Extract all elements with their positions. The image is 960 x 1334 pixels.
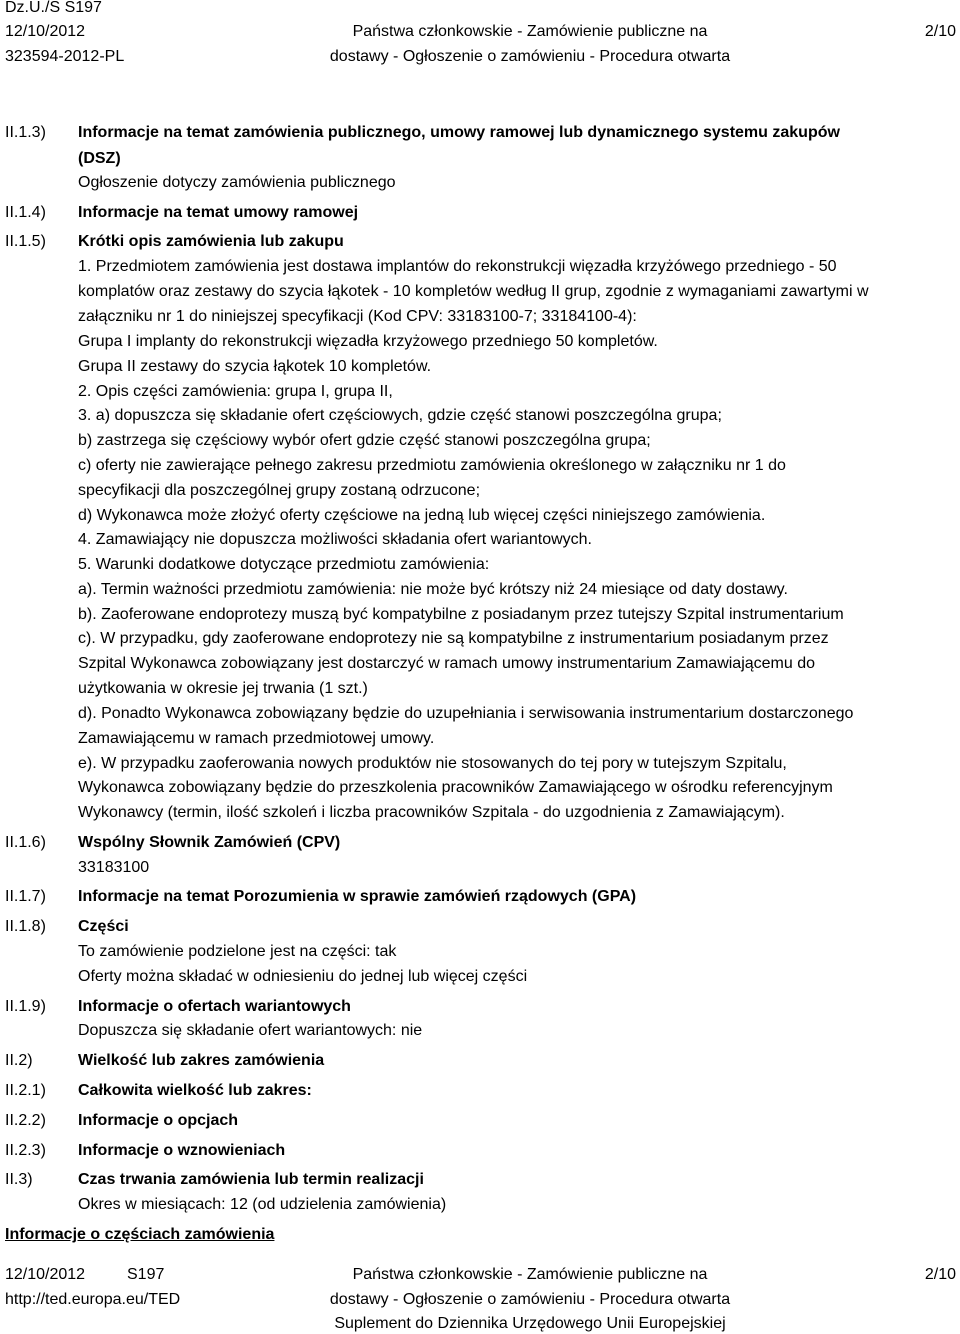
section-number: II.2.3): [5, 1142, 46, 1159]
section-body-line: c). W przypadku, gdy zaoferowane endoprotezy nie są kompatybilne z instrumentarium posiadanym przez: [78, 630, 829, 647]
footer-date: 12/10/2012: [5, 1266, 86, 1283]
section-body-line: 1. Przedmiotem zamówienia jest dostawa implantów do rekonstrukcji więzadła krzyżówego przedniego - 50: [78, 258, 837, 275]
section-body-line: a). Termin ważności przedmiotu zamówienia: nie może być krótszy niż 24 miesiące od daty dostawy.: [78, 581, 788, 598]
section-number: II.2.1): [5, 1082, 46, 1099]
footer-page-number: 2/10: [924, 1266, 956, 1283]
section-body-line: e). W przypadku zaoferowania nowych produktów nie stosowanych do tej pory w tutejszym Szpitalu,: [78, 755, 787, 772]
section-number: II.2.2): [5, 1112, 46, 1129]
section-number: II.1.4): [5, 204, 46, 221]
section-heading: Informacje na temat zamówienia publicznego, umowy ramowej lub dynamicznego systemu zakupów: [78, 124, 840, 141]
footer-series: S197: [127, 1266, 165, 1283]
section-heading: Informacje o wznowieniach: [78, 1142, 286, 1159]
footer-title-line2: dostawy - Ogłoszenie o zamówieniu - Procedura otwarta: [329, 1291, 731, 1308]
section-number: II.1.5): [5, 233, 46, 250]
section-heading: Części: [78, 918, 129, 935]
section-body-line: d) Wykonawca może złożyć oferty częściowe na jedną lub więcej części niniejszego zamówienia.: [78, 507, 766, 524]
section-body-line: Zamawiającemu w ramach przedmiotowej umowy.: [78, 730, 435, 747]
section-body-line: b) zastrzega się częściowy wybór ofert gdzie część stanowi poszczególna grupa;: [78, 432, 651, 449]
section-body-line: Ogłoszenie dotyczy zamówienia publicznego: [78, 174, 396, 191]
header-title-line2: dostawy - Ogłoszenie o zamówieniu - Procedura otwarta: [329, 48, 731, 65]
section-number: II.1.3): [5, 124, 46, 141]
section-heading: Całkowita wielkość lub zakres:: [78, 1082, 312, 1099]
section-body-line: Okres w miesiącach: 12 (od udzielenia zamówienia): [78, 1196, 447, 1213]
section-heading: Krótki opis zamówienia lub zakupu: [78, 233, 344, 250]
section-body-line: Grupa II zestawy do szycia łąkotek 10 kompletów.: [78, 358, 432, 375]
header-notice-id: 323594-2012-PL: [5, 48, 125, 65]
section-number: II.1.8): [5, 918, 46, 935]
section-heading: Informacje o ofertach wariantowych: [78, 998, 351, 1015]
section-body-line: załączniku nr 1 do niniejszej specyfikacji (Kod CPV: 33183100-7; 33184100-4):: [78, 308, 637, 325]
section-heading: Wielkość lub zakres zamówienia: [78, 1052, 325, 1069]
section-body-line: 4. Zamawiający nie dopuszcza możliwości składania ofert wariantowych.: [78, 531, 592, 548]
section-number: II.2): [5, 1052, 33, 1069]
section-body-line: Dopuszcza się składanie ofert wariantowych: nie: [78, 1022, 423, 1039]
section-body-line: użytkowania w okresie jej trwania (1 szt.): [78, 680, 368, 697]
section-body-line: Grupa I implanty do rekonstrukcji więzadła krzyżowego przedniego 50 kompletów.: [78, 333, 658, 350]
section-heading: Wspólny Słownik Zamówień (CPV): [78, 834, 341, 851]
section-body-line: Oferty można składać w odniesieniu do jednej lub więcej części: [78, 968, 528, 985]
header-date: 12/10/2012: [5, 23, 86, 40]
footer-supplement: Suplement do Dziennika Urzędowego Unii Europejskiej: [334, 1315, 726, 1332]
section-number: II.3): [5, 1171, 33, 1188]
parts-heading: Informacje o częściach zamówienia: [5, 1226, 275, 1243]
section-heading: Informacje na temat umowy ramowej: [78, 204, 359, 221]
section-heading: (DSZ): [78, 150, 121, 167]
section-heading: Informacje na temat Porozumienia w sprawie zamówień rządowych (GPA): [78, 888, 637, 905]
header-page-number: 2/10: [924, 23, 956, 40]
section-number: II.1.7): [5, 888, 46, 905]
section-body-line: 2. Opis części zamówienia: grupa I, grupa II,: [78, 383, 393, 400]
section-body-line: specyfikacji dla poszczególnej grupy zostaną odrzucone;: [78, 482, 481, 499]
section-body-line: komplatów oraz zestawy do szycia łąkotek - 10 kompletów według II grup, zgodnie z wymaganiami zawartymi w: [78, 283, 869, 300]
section-body-line: Szpital Wykonawca zobowiązany jest dostarczyć w ramach umowy instrumentarium Zamawiającemu do: [78, 655, 816, 672]
header-journal-ref: Dz.U./S S197: [5, 0, 102, 16]
section-body-line: 5. Warunki dodatkowe dotyczące przedmiotu zamówienia:: [78, 556, 490, 573]
section-body-line: To zamówienie podzielone jest na części: tak: [78, 943, 397, 960]
section-number: II.1.6): [5, 834, 46, 851]
section-body-line: c) oferty nie zawierające pełnego zakresu przedmiotu zamówienia określonego w załączniku nr 1 do: [78, 457, 786, 474]
section-heading: Informacje o opcjach: [78, 1112, 239, 1129]
header-title-line1: Państwa członkowskie - Zamówienie publiczne na: [352, 23, 708, 40]
section-body-line: Wykonawcy (termin, ilość szkoleń i liczba pracowników Szpitala - do uzgodnienia z Zamawiającym).: [78, 804, 785, 821]
section-body-line: 3. a) dopuszcza się składanie ofert częściowych, gdzie część stanowi poszczególna grupa;: [78, 407, 722, 424]
section-body-line: b). Zaoferowane endoprotezy muszą być kompatybilne z posiadanym przez tutejszy Szpital instrumentarium: [78, 606, 844, 623]
section-heading: Czas trwania zamówienia lub termin realizacji: [78, 1171, 424, 1188]
footer-title-line1: Państwa członkowskie - Zamówienie publiczne na: [352, 1266, 708, 1283]
section-number: II.1.9): [5, 998, 46, 1015]
section-body-line: Wykonawca zobowiązany będzie do przeszkolenia pracowników Zamawiającego w ośrodku referencyjnym: [78, 779, 833, 796]
cpv-code: 33183100: [78, 859, 150, 876]
footer-url-link[interactable]: http://ted.europa.eu/TED: [5, 1291, 181, 1308]
section-body-line: d). Ponadto Wykonawca zobowiązany będzie do uzupełniania i serwisowania instrumentarium dostarczonego: [78, 705, 854, 722]
